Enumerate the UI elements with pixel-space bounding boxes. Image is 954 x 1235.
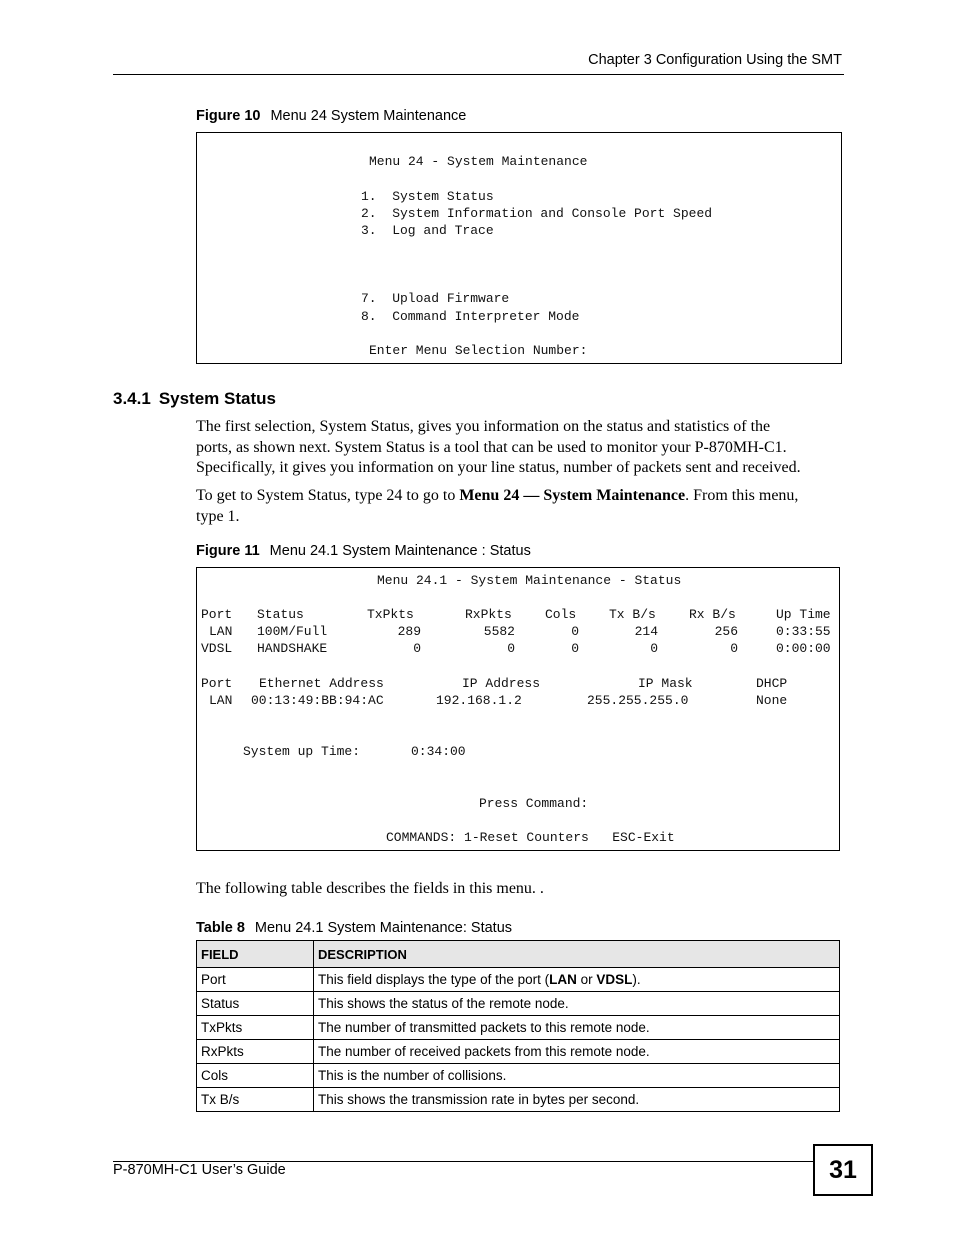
col-header-rxbs: Rx B/s bbox=[689, 607, 736, 622]
row-field: Status bbox=[197, 992, 314, 1016]
fields-table bbox=[196, 940, 840, 1112]
intro-line: ports, as shown next. System Status is a tool that can be used to monitor your P-870MH-C1. bbox=[196, 438, 787, 456]
lan-rxbs: 256 bbox=[714, 624, 738, 639]
row-field: Port bbox=[197, 968, 314, 992]
vdsl-txbs: 0 bbox=[650, 641, 658, 656]
lan-cols: 0 bbox=[571, 624, 579, 639]
figure-11-title: Menu 24.1 System Maintenance : Status bbox=[269, 543, 531, 559]
desc-text: This field displays the type of the port ( bbox=[318, 972, 550, 987]
table-8-label: Table 8 bbox=[196, 920, 245, 936]
menu-item-command-interpreter: 8. Command Interpreter Mode bbox=[361, 309, 580, 324]
intro-paragraph bbox=[196, 417, 801, 479]
col-header-uptime: Up Time bbox=[776, 607, 831, 622]
table-row bbox=[197, 1088, 840, 1112]
col-header-txbs: Tx B/s bbox=[609, 607, 656, 622]
lan-txbs: 214 bbox=[634, 624, 658, 639]
vdsl-cols: 0 bbox=[571, 641, 579, 656]
table-row bbox=[197, 992, 840, 1016]
table-header-row bbox=[197, 941, 840, 968]
intro-line: Specifically, it gives you information on your line status, number of packets sent and received. bbox=[196, 459, 801, 476]
lan-status: 100M/Full bbox=[257, 624, 328, 639]
menu-item-log-trace: 3. Log and Trace bbox=[361, 223, 494, 238]
menu-item-system-status: 1. System Status bbox=[361, 189, 494, 204]
row-description: This shows the transmission rate in bytes per second. bbox=[314, 1088, 840, 1112]
commands-line: COMMANDS: 1-Reset Counters ESC-Exit bbox=[386, 830, 675, 845]
vdsl-txpkts: 0 bbox=[413, 641, 421, 656]
header-field: FIELD bbox=[197, 941, 314, 968]
instructions-line2: type 1. bbox=[196, 507, 240, 525]
figure-11-label: Figure 11 bbox=[196, 543, 260, 559]
addr-header-mask: IP Mask bbox=[638, 676, 693, 691]
menu-24-title: Menu 24 - System Maintenance bbox=[369, 154, 588, 169]
addr-mask: 255.255.255.0 bbox=[587, 693, 689, 708]
desc-bold-vdsl: VDSL bbox=[596, 972, 633, 987]
row-field: Tx B/s bbox=[197, 1088, 314, 1112]
menu-item-upload-firmware: 7. Upload Firmware bbox=[361, 291, 510, 306]
page-number: 31 bbox=[813, 1144, 873, 1196]
desc-bold-lan: LAN bbox=[549, 972, 577, 987]
row-description: The number of transmitted packets to this remote node. bbox=[314, 1016, 840, 1040]
system-uptime-label: System up Time: bbox=[243, 744, 361, 759]
status-screen bbox=[196, 567, 840, 851]
table-intro-text: The following table describes the fields in this menu. . bbox=[196, 880, 544, 897]
addr-port: LAN bbox=[209, 693, 233, 708]
section-heading bbox=[113, 389, 284, 409]
table-row bbox=[197, 1064, 840, 1088]
col-header-rxpkts: RxPkts bbox=[465, 607, 512, 622]
addr-header-port: Port bbox=[201, 676, 233, 691]
row-field: TxPkts bbox=[197, 1016, 314, 1040]
addr-dhcp: None bbox=[756, 693, 788, 708]
row-field: Cols bbox=[197, 1064, 314, 1088]
intro-line: The first selection, System Status, gives you information on the status and statistics of the bbox=[196, 418, 771, 435]
menu-selection-prompt: Enter Menu Selection Number: bbox=[369, 343, 588, 358]
vdsl-status: HANDSHAKE bbox=[257, 641, 328, 656]
menu-item-system-info: 2. System Information and Console Port Speed bbox=[361, 206, 713, 221]
section-number: 3.4.1 bbox=[113, 389, 151, 408]
figure-10-title: Menu 24 System Maintenance bbox=[270, 108, 467, 124]
addr-header-dhcp: DHCP bbox=[756, 676, 788, 691]
col-header-status: Status bbox=[257, 607, 304, 622]
instructions-text-end: . From this menu, bbox=[685, 487, 799, 504]
table-row bbox=[197, 1040, 840, 1064]
row-description: The number of received packets from this remote node. bbox=[314, 1040, 840, 1064]
footer-guide-title: P-870MH-C1 User’s Guide bbox=[113, 1162, 286, 1178]
row-field: RxPkts bbox=[197, 1040, 314, 1064]
vdsl-rxpkts: 0 bbox=[507, 641, 515, 656]
col-header-cols: Cols bbox=[545, 607, 577, 622]
system-uptime-value: 0:34:00 bbox=[411, 744, 466, 759]
row-description bbox=[314, 968, 840, 992]
addr-ip: 192.168.1.2 bbox=[436, 693, 522, 708]
figure-11-caption bbox=[196, 543, 531, 559]
addr-header-ethernet: Ethernet Address bbox=[259, 676, 384, 691]
table-8-title: Menu 24.1 System Maintenance: Status bbox=[254, 920, 513, 936]
header-description: DESCRIPTION bbox=[314, 941, 840, 968]
instructions-text: To get to System Status, type 24 to go to bbox=[196, 487, 460, 504]
col-header-txpkts: TxPkts bbox=[367, 607, 414, 622]
desc-text: or bbox=[576, 972, 597, 987]
instructions-menu-ref: Menu 24 — System Maintenance bbox=[459, 487, 686, 504]
table-8-caption bbox=[196, 920, 512, 936]
desc-text: ). bbox=[632, 972, 641, 987]
menu-24-screen bbox=[196, 132, 842, 364]
lan-rxpkts: 5582 bbox=[483, 624, 515, 639]
row-description: This shows the status of the remote node. bbox=[314, 992, 840, 1016]
section-title: System Status bbox=[158, 389, 276, 408]
addr-header-ip: IP Address bbox=[462, 676, 541, 691]
lan-txpkts: 289 bbox=[397, 624, 421, 639]
vdsl-uptime: 0:00:00 bbox=[776, 641, 831, 656]
press-command-prompt: Press Command: bbox=[479, 796, 589, 811]
addr-ethernet: 00:13:49:BB:94:AC bbox=[251, 693, 384, 708]
figure-10-caption bbox=[196, 108, 466, 124]
vdsl-port: VDSL bbox=[201, 641, 233, 656]
instructions-paragraph bbox=[196, 486, 798, 527]
lan-port: LAN bbox=[209, 624, 233, 639]
lan-uptime: 0:33:55 bbox=[776, 624, 831, 639]
figure-10-label: Figure 10 bbox=[196, 108, 261, 124]
table-row bbox=[197, 1016, 840, 1040]
row-description: This is the number of collisions. bbox=[314, 1064, 840, 1088]
status-screen-title: Menu 24.1 - System Maintenance - Status bbox=[377, 573, 682, 588]
header-divider bbox=[113, 74, 844, 75]
vdsl-rxbs: 0 bbox=[730, 641, 738, 656]
chapter-header: Chapter 3 Configuration Using the SMT bbox=[588, 52, 842, 68]
table-row bbox=[197, 968, 840, 992]
col-header-port: Port bbox=[201, 607, 233, 622]
